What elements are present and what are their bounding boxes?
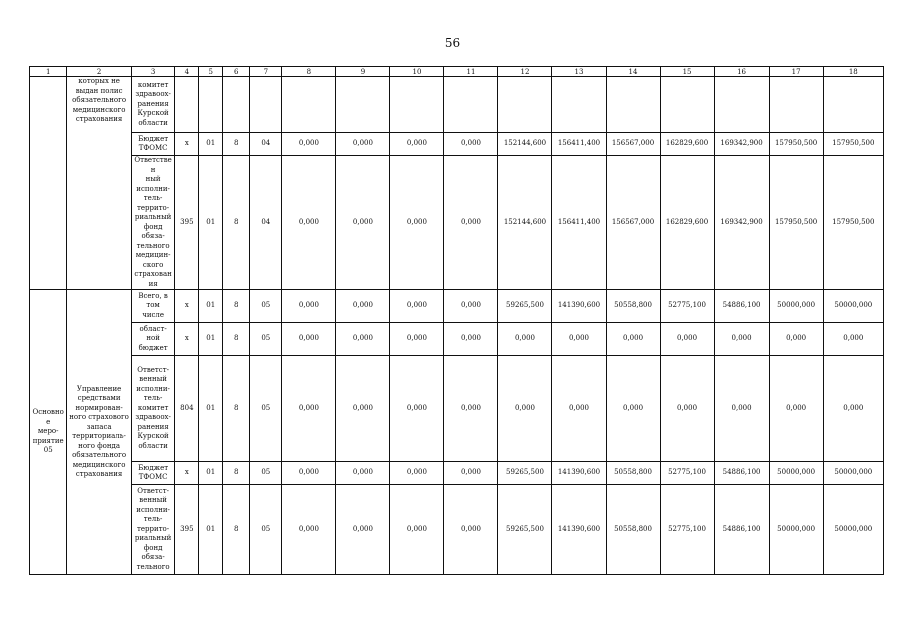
value-cell: 54886,100 xyxy=(714,290,769,323)
value-cell xyxy=(175,77,199,133)
funding-source-cell: комитет здравоох- ранения Курской области xyxy=(131,77,175,133)
value-cell xyxy=(336,77,390,133)
value-cell: 0,000 xyxy=(336,485,390,575)
value-cell: 8 xyxy=(223,462,250,485)
value-cell: 0,000 xyxy=(282,133,336,156)
value-cell: 50000,000 xyxy=(823,462,883,485)
value-cell: 141390,600 xyxy=(552,290,606,323)
value-cell: 0,000 xyxy=(606,356,660,462)
value-cell: x xyxy=(175,133,199,156)
value-cell: 395 xyxy=(175,485,199,575)
column-number-12: 12 xyxy=(498,67,552,77)
value-cell: 0,000 xyxy=(390,156,444,290)
column-number-15: 15 xyxy=(660,67,714,77)
funding-source-cell: Бюджет ТФОМС xyxy=(131,133,175,156)
value-cell: 01 xyxy=(199,156,223,290)
value-cell xyxy=(250,77,282,133)
value-cell: 162829,600 xyxy=(660,156,714,290)
value-cell: 0,000 xyxy=(769,323,823,356)
value-cell: 0,000 xyxy=(823,323,883,356)
value-cell: 0,000 xyxy=(336,462,390,485)
value-cell: 0,000 xyxy=(336,133,390,156)
value-cell: 52775,100 xyxy=(660,462,714,485)
activity-name-cell: Управление средствами нормирован- ного страхового запаса территориаль- ного фонда обязательного медицинского страхования xyxy=(67,290,131,575)
column-number-10: 10 xyxy=(390,67,444,77)
value-cell: 152144,600 xyxy=(498,156,552,290)
value-cell: 0,000 xyxy=(282,156,336,290)
table-row xyxy=(30,290,884,323)
value-cell: 05 xyxy=(250,356,282,462)
value-cell xyxy=(390,77,444,133)
value-cell: 157950,500 xyxy=(823,133,883,156)
value-cell: 0,000 xyxy=(498,356,552,462)
value-cell: 54886,100 xyxy=(714,485,769,575)
value-cell: 8 xyxy=(223,156,250,290)
column-number-3: 3 xyxy=(131,67,175,77)
value-cell: 50000,000 xyxy=(769,290,823,323)
value-cell: 0,000 xyxy=(390,485,444,575)
value-cell: 0,000 xyxy=(606,323,660,356)
table-row xyxy=(30,356,884,462)
value-cell: 152144,600 xyxy=(498,133,552,156)
column-number-13: 13 xyxy=(552,67,606,77)
column-number-14: 14 xyxy=(606,67,660,77)
value-cell: 50558,800 xyxy=(606,485,660,575)
value-cell: 0,000 xyxy=(282,290,336,323)
funding-source-cell: област- ной бюджет xyxy=(131,323,175,356)
value-cell: 0,000 xyxy=(444,323,498,356)
value-cell: 0,000 xyxy=(336,356,390,462)
value-cell xyxy=(714,77,769,133)
value-cell: 04 xyxy=(250,156,282,290)
value-cell: 59265,500 xyxy=(498,290,552,323)
value-cell: 141390,600 xyxy=(552,462,606,485)
value-cell: 0,000 xyxy=(660,356,714,462)
table-row xyxy=(30,133,884,156)
value-cell: 0,000 xyxy=(336,290,390,323)
column-number-2: 2 xyxy=(67,67,131,77)
table-row xyxy=(30,156,884,290)
value-cell: 157950,500 xyxy=(769,156,823,290)
value-cell: x xyxy=(175,323,199,356)
value-cell: 0,000 xyxy=(390,290,444,323)
value-cell: 50000,000 xyxy=(769,462,823,485)
value-cell: 156411,400 xyxy=(552,133,606,156)
value-cell: 05 xyxy=(250,323,282,356)
value-cell: 0,000 xyxy=(444,133,498,156)
value-cell: 141390,600 xyxy=(552,485,606,575)
value-cell: 156567,000 xyxy=(606,133,660,156)
value-cell: 0,000 xyxy=(769,356,823,462)
value-cell: 50000,000 xyxy=(823,290,883,323)
value-cell xyxy=(498,77,552,133)
value-cell: x xyxy=(175,462,199,485)
value-cell: 8 xyxy=(223,290,250,323)
value-cell: 52775,100 xyxy=(660,290,714,323)
value-cell: 01 xyxy=(199,485,223,575)
funding-source-cell: Ответст- венный исполни- тель- террито- риальный фонд обяза- тельного xyxy=(131,485,175,575)
value-cell: 01 xyxy=(199,356,223,462)
column-number-11: 11 xyxy=(444,67,498,77)
value-cell: 01 xyxy=(199,323,223,356)
value-cell: 0,000 xyxy=(390,462,444,485)
value-cell: 59265,500 xyxy=(498,485,552,575)
value-cell: 8 xyxy=(223,323,250,356)
value-cell: 0,000 xyxy=(444,290,498,323)
value-cell: 0,000 xyxy=(714,356,769,462)
value-cell: 0,000 xyxy=(390,356,444,462)
value-cell: 0,000 xyxy=(282,485,336,575)
table-row xyxy=(30,485,884,575)
budget-table xyxy=(29,66,884,575)
value-cell: 8 xyxy=(223,485,250,575)
value-cell: 0,000 xyxy=(282,323,336,356)
value-cell xyxy=(282,77,336,133)
value-cell: 04 xyxy=(250,133,282,156)
value-cell: 0,000 xyxy=(282,462,336,485)
value-cell: 54886,100 xyxy=(714,462,769,485)
funding-source-cell: Всего, в том числе xyxy=(131,290,175,323)
value-cell: 8 xyxy=(223,356,250,462)
value-cell xyxy=(769,77,823,133)
value-cell: 804 xyxy=(175,356,199,462)
column-number-row xyxy=(30,67,884,77)
funding-source-cell: Ответствен ный исполни- тель- террито- риальный фонд обяза- тельного медицин- ского страхования xyxy=(131,156,175,290)
value-cell: 0,000 xyxy=(823,356,883,462)
value-cell: 169342,900 xyxy=(714,156,769,290)
page-number: 56 xyxy=(444,36,461,50)
value-cell: 157950,500 xyxy=(769,133,823,156)
column-number-4: 4 xyxy=(175,67,199,77)
value-cell: 50558,800 xyxy=(606,290,660,323)
value-cell: 0,000 xyxy=(336,156,390,290)
value-cell: 0,000 xyxy=(552,356,606,462)
value-cell xyxy=(660,77,714,133)
table-row xyxy=(30,462,884,485)
column-number-8: 8 xyxy=(282,67,336,77)
table-row xyxy=(30,77,884,133)
value-cell: 8 xyxy=(223,133,250,156)
value-cell: 01 xyxy=(199,133,223,156)
value-cell xyxy=(606,77,660,133)
value-cell: 162829,600 xyxy=(660,133,714,156)
activity-code-cell xyxy=(30,77,67,290)
value-cell: x xyxy=(175,290,199,323)
value-cell: 50000,000 xyxy=(823,485,883,575)
value-cell: 156411,400 xyxy=(552,156,606,290)
value-cell: 0,000 xyxy=(390,323,444,356)
value-cell: 05 xyxy=(250,485,282,575)
value-cell: 59265,500 xyxy=(498,462,552,485)
column-number-16: 16 xyxy=(714,67,769,77)
value-cell: 0,000 xyxy=(444,356,498,462)
value-cell: 0,000 xyxy=(282,356,336,462)
value-cell xyxy=(444,77,498,133)
table-row xyxy=(30,323,884,356)
funding-source-cell: Бюджет ТФОМС xyxy=(131,462,175,485)
funding-source-cell: Ответст- венный исполни- тель- комитет здравоох- ранения Курской области xyxy=(131,356,175,462)
value-cell: 05 xyxy=(250,462,282,485)
activity-code-cell: Основное меро- приятие 05 xyxy=(30,290,67,575)
value-cell: 157950,500 xyxy=(823,156,883,290)
value-cell: 01 xyxy=(199,462,223,485)
column-number-5: 5 xyxy=(199,67,223,77)
value-cell: 01 xyxy=(199,290,223,323)
activity-name-cell: которых не выдан полис обязательного медицинского страхования xyxy=(67,77,131,290)
column-number-9: 9 xyxy=(336,67,390,77)
column-number-18: 18 xyxy=(823,67,883,77)
value-cell: 0,000 xyxy=(444,156,498,290)
value-cell: 169342,900 xyxy=(714,133,769,156)
value-cell: 50000,000 xyxy=(769,485,823,575)
value-cell: 52775,100 xyxy=(660,485,714,575)
value-cell: 0,000 xyxy=(444,462,498,485)
value-cell: 05 xyxy=(250,290,282,323)
value-cell xyxy=(823,77,883,133)
value-cell: 0,000 xyxy=(390,133,444,156)
value-cell: 0,000 xyxy=(444,485,498,575)
value-cell: 50558,800 xyxy=(606,462,660,485)
value-cell: 0,000 xyxy=(498,323,552,356)
value-cell: 0,000 xyxy=(336,323,390,356)
value-cell: 395 xyxy=(175,156,199,290)
column-number-6: 6 xyxy=(223,67,250,77)
value-cell xyxy=(223,77,250,133)
value-cell: 0,000 xyxy=(552,323,606,356)
value-cell xyxy=(199,77,223,133)
value-cell: 0,000 xyxy=(660,323,714,356)
value-cell: 0,000 xyxy=(714,323,769,356)
value-cell: 156567,000 xyxy=(606,156,660,290)
column-number-7: 7 xyxy=(250,67,282,77)
value-cell xyxy=(552,77,606,133)
column-number-17: 17 xyxy=(769,67,823,77)
column-number-1: 1 xyxy=(30,67,67,77)
